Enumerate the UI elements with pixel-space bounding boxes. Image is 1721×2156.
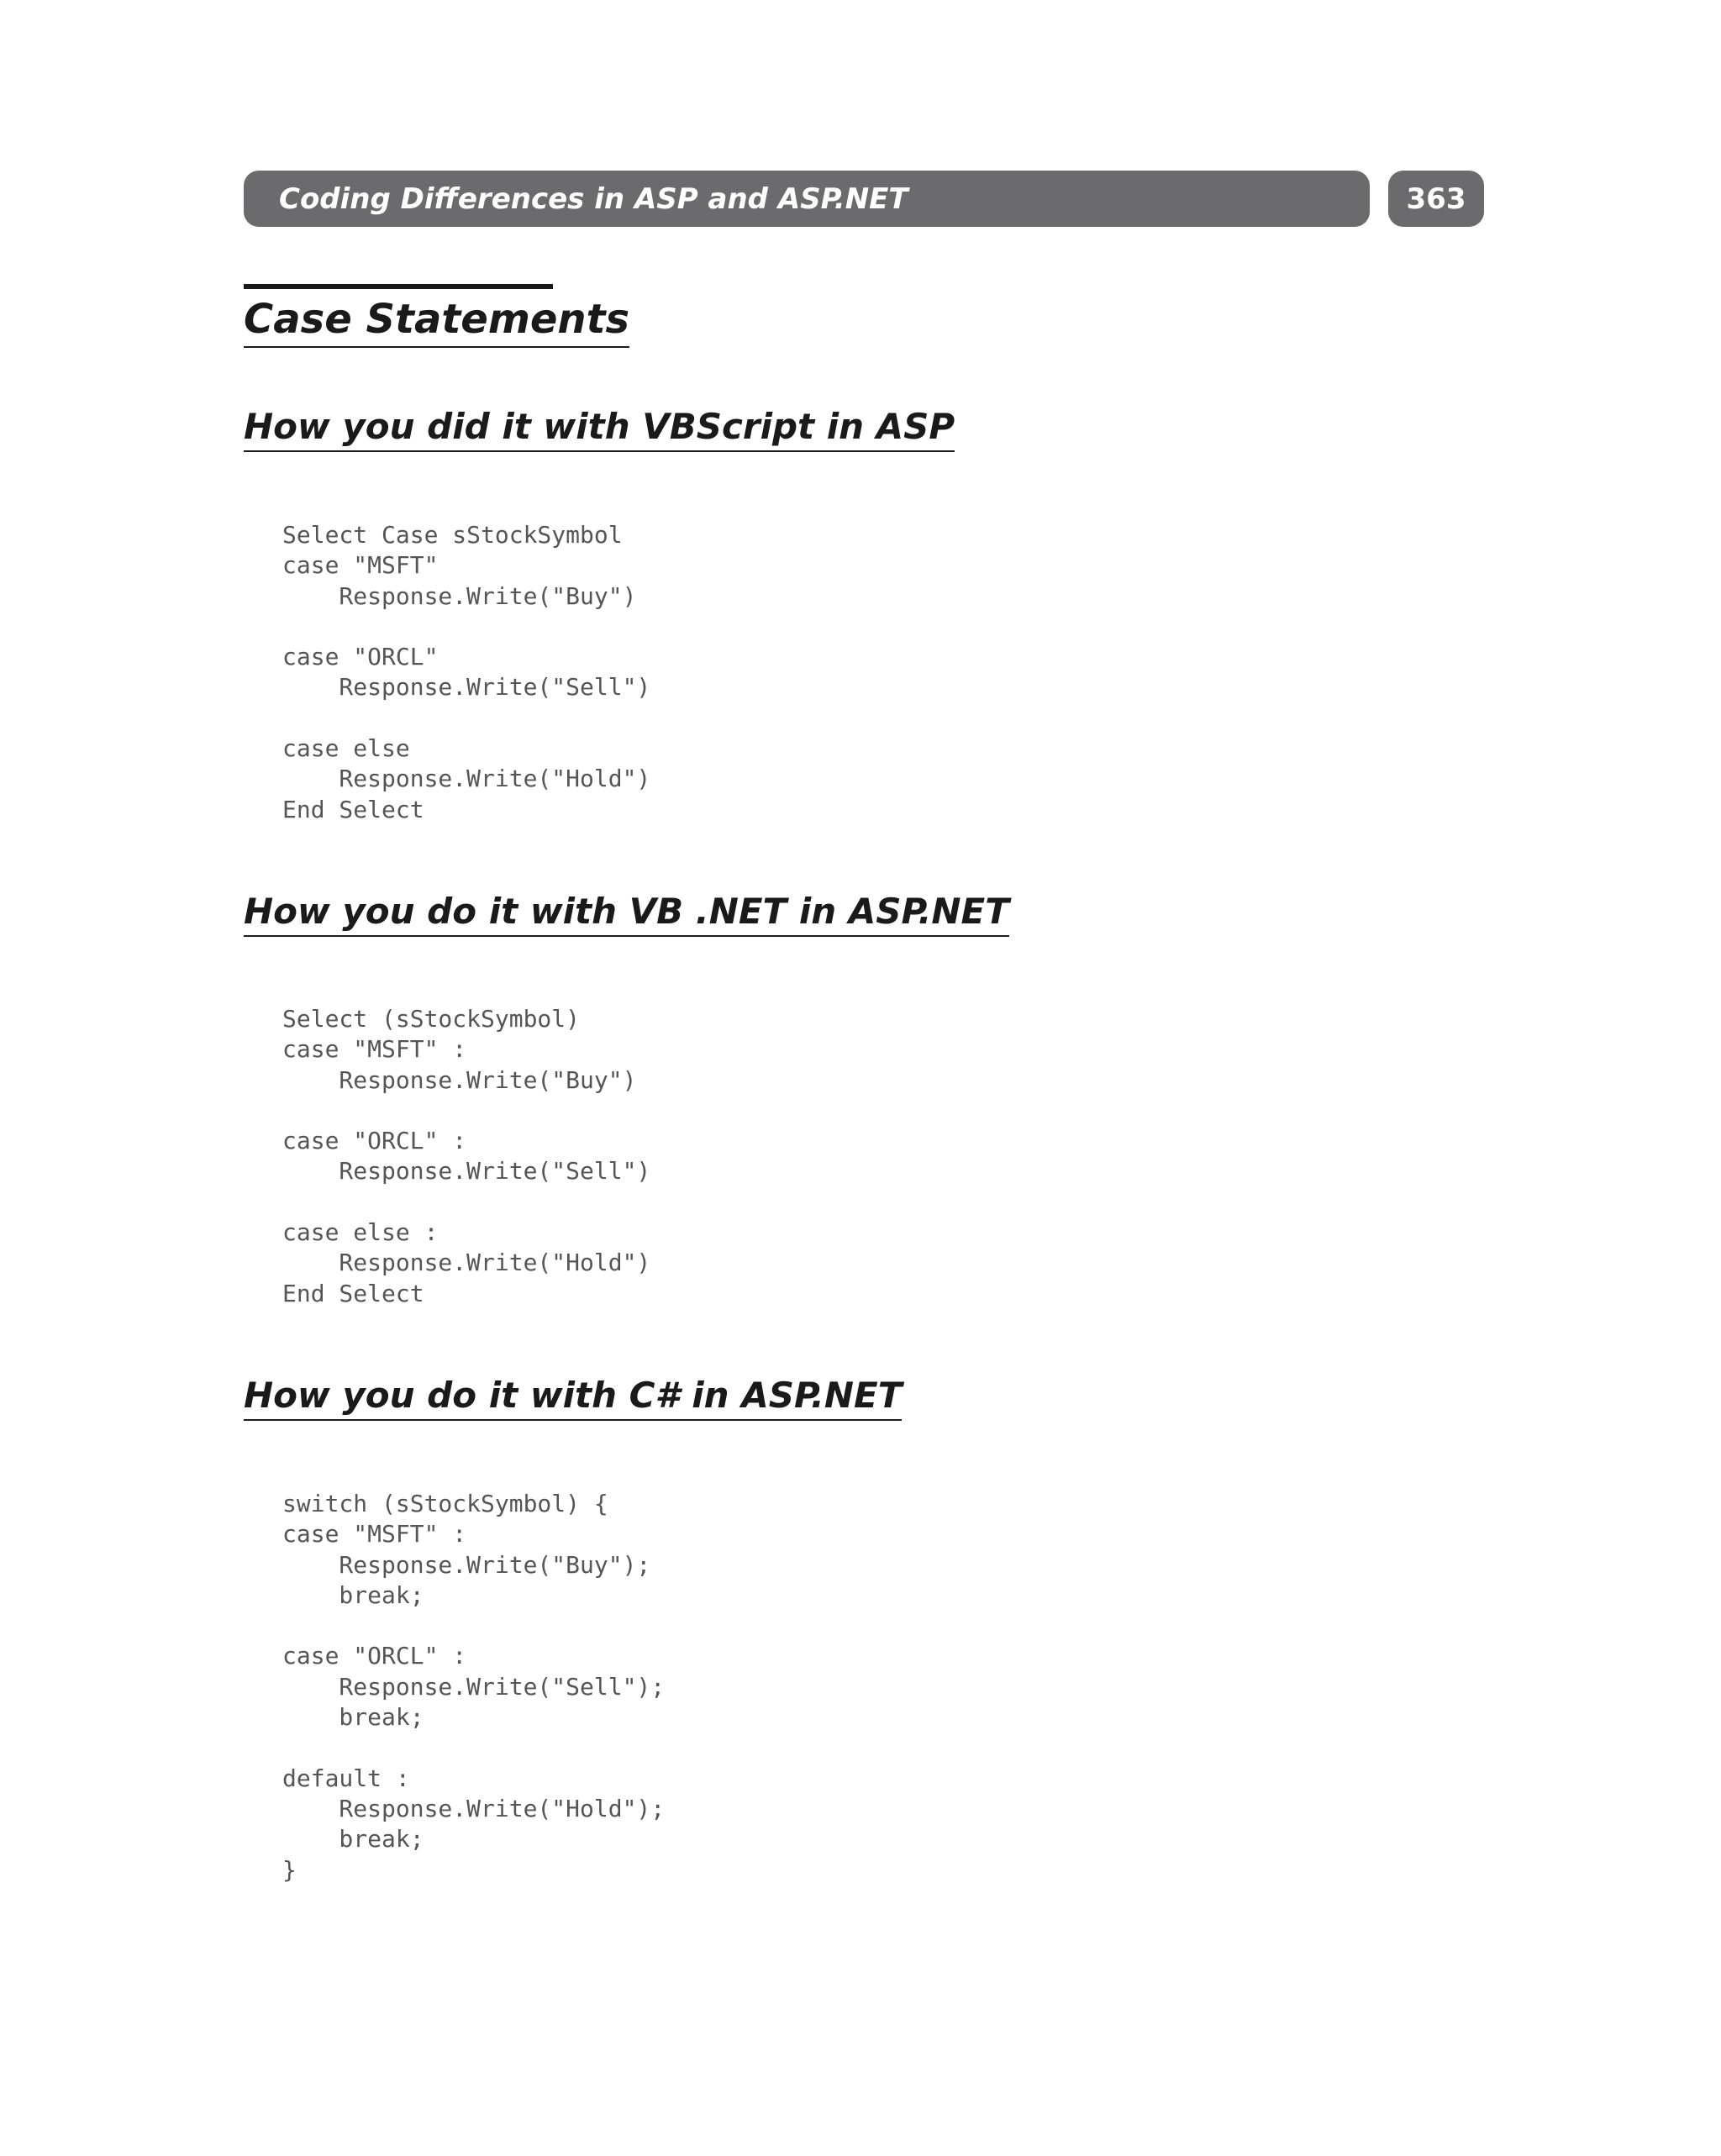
section-heading bbox=[244, 284, 629, 348]
running-header-title: Coding Differences in ASP and ASP.NET bbox=[279, 181, 908, 216]
running-header bbox=[244, 171, 1370, 227]
code-block-vbscript-asp: Select Case sStockSymbol case "MSFT" Response.Write("Buy") case "ORCL" Response.Write("Sell") case else Response.Write("Hold") End Select bbox=[282, 521, 651, 823]
code-block-vbnet-aspnet: Select (sStockSymbol) case "MSFT" : Response.Write("Buy") case "ORCL" : Response.Write("Sell") case else : Response.Write("Hold") End Select bbox=[282, 1005, 651, 1307]
page-number-box bbox=[1388, 171, 1484, 227]
code-block-csharp-aspnet: switch (sStockSymbol) { case "MSFT" : Response.Write("Buy"); break; case "ORCL" : Response.Write("Sell"); break; default : Response.Write("Hold"); break; } bbox=[282, 1490, 666, 1884]
subheading-vbscript-asp: How you did it with VBScript in ASP bbox=[244, 406, 955, 452]
section-title: Case Statements bbox=[244, 289, 629, 348]
page-number: 363 bbox=[1406, 181, 1466, 216]
subheading-csharp-aspnet: How you do it with C# in ASP.NET bbox=[244, 1375, 902, 1421]
subheading-vbnet-aspnet: How you do it with VB .NET in ASP.NET bbox=[244, 891, 1009, 937]
